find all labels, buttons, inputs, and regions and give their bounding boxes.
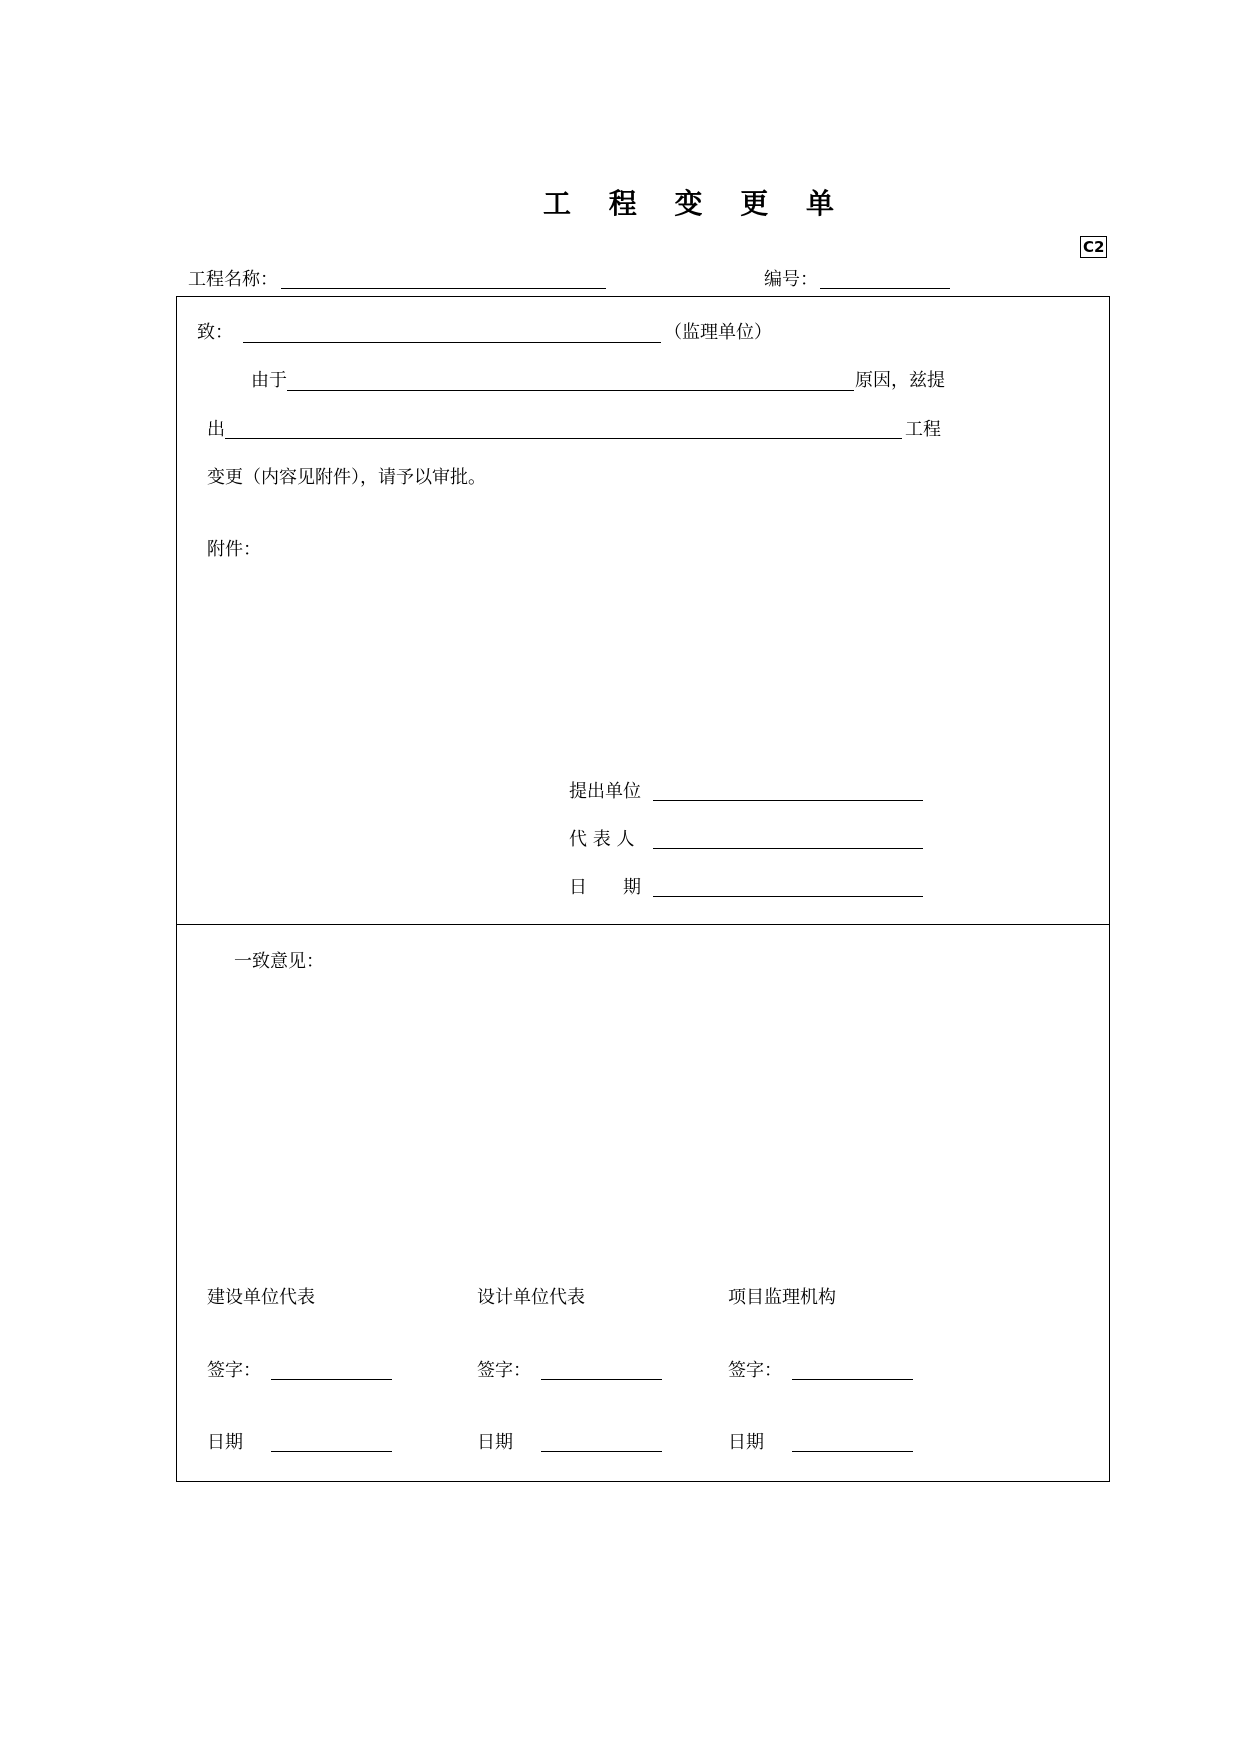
project-change-field[interactable] (225, 438, 902, 439)
supervision-org-label: 项目监理机构 (728, 1287, 836, 1308)
design-unit-rep-label: 设计单位代表 (477, 1287, 585, 1308)
design-sign-field[interactable] (541, 1379, 662, 1380)
reason-suffix: 原因，兹提 (855, 370, 945, 391)
supervisor-unit-note: （监理单位） (664, 322, 772, 343)
construction-date-label: 日期 (207, 1432, 243, 1453)
due-to-label: 由于 (251, 370, 287, 391)
representative-field[interactable] (653, 848, 923, 849)
representative-label: 代 表 人 (569, 829, 635, 850)
supervision-date-field[interactable] (792, 1451, 913, 1452)
construction-date-field[interactable] (271, 1451, 392, 1452)
form-title: 工 程 变 更 单 (543, 187, 848, 220)
form-code-badge: C2 (1080, 236, 1107, 258)
supervisor-unit-field[interactable] (243, 342, 661, 343)
proposer-unit-label: 提出单位 (569, 781, 641, 802)
construction-sign-field[interactable] (271, 1379, 392, 1380)
attachment-label: 附件： (207, 539, 261, 560)
construction-unit-rep-label: 建设单位代表 (207, 1287, 315, 1308)
proposal-date-label: 日 期 (569, 877, 641, 898)
project-name-label: 工程名称： (188, 269, 278, 290)
number-field[interactable] (820, 288, 950, 289)
proposer-unit-field[interactable] (653, 800, 923, 801)
reason-field[interactable] (287, 390, 854, 391)
design-sign-label: 签字： (477, 1360, 531, 1381)
proposal-date-field[interactable] (653, 896, 923, 897)
supervision-date-label: 日期 (728, 1432, 764, 1453)
number-label: 编号： (764, 269, 818, 290)
change-description: 变更（内容见附件），请予以审批。 (207, 467, 486, 488)
construction-sign-label: 签字： (207, 1360, 261, 1381)
agreement-label: 一致意见： (234, 951, 324, 972)
to-label: 致： (197, 322, 233, 343)
propose-label: 出 (207, 419, 225, 440)
section-divider (176, 924, 1110, 925)
supervision-sign-label: 签字： (728, 1360, 782, 1381)
supervision-sign-field[interactable] (792, 1379, 913, 1380)
design-date-label: 日期 (477, 1432, 513, 1453)
project-word: 工程 (905, 419, 941, 440)
project-name-field[interactable] (281, 288, 606, 289)
design-date-field[interactable] (541, 1451, 662, 1452)
